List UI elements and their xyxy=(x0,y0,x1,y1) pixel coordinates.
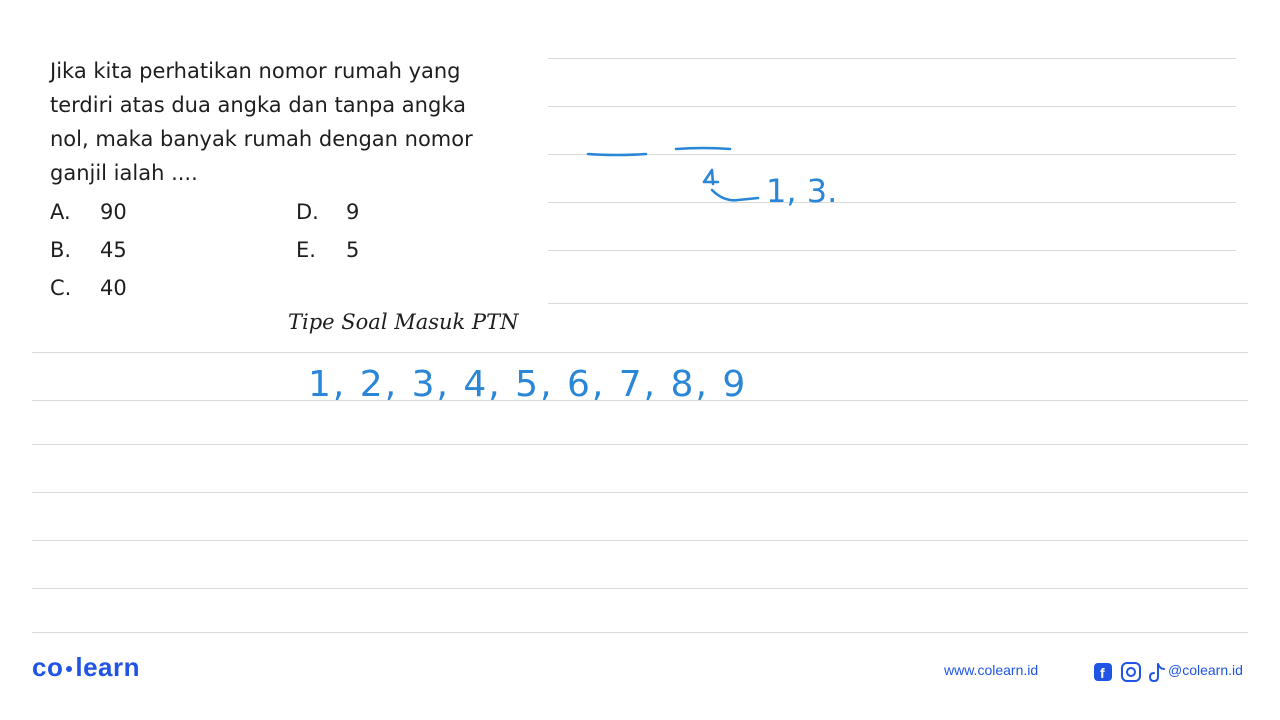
option-value: 40 xyxy=(100,276,127,300)
hand-arrow xyxy=(712,190,758,200)
instagram-icon[interactable] xyxy=(1122,663,1140,681)
option-value: 9 xyxy=(346,200,360,224)
question-line: nol, maka banyak rumah dengan nomor xyxy=(50,127,473,151)
svg-text:f: f xyxy=(1100,665,1105,681)
option-value: 90 xyxy=(100,200,127,224)
question-line: ganjil ialah .... xyxy=(50,161,198,185)
question-line: terdiri atas dua angka dan tanpa angka xyxy=(50,93,466,117)
website-link[interactable]: www.colearn.id xyxy=(944,662,1039,678)
option-value: 5 xyxy=(346,238,360,262)
option-letter: D. xyxy=(296,200,319,224)
question-type-label: Tipe Soal Masuk PTN xyxy=(288,310,519,334)
hand-digit-4 xyxy=(704,170,718,184)
option-letter: B. xyxy=(50,238,72,262)
blank-underline xyxy=(588,154,646,155)
blank-underline xyxy=(676,148,730,149)
facebook-icon[interactable] xyxy=(1094,663,1112,681)
social-handle[interactable]: @colearn.id xyxy=(1168,662,1243,678)
question-line: Jika kita perhatikan nomor rumah yang xyxy=(50,59,461,83)
logo-right: learn xyxy=(75,652,140,682)
option-letter: A. xyxy=(50,200,71,224)
colearn-logo xyxy=(32,652,140,683)
logo-left: co xyxy=(32,652,64,682)
hand-digits: 1, 2, 3, 4, 5, 6, 7, 8, 9 xyxy=(308,364,748,405)
logo-dot xyxy=(66,666,72,672)
hand-top-note: 1, 3. xyxy=(766,172,838,210)
option-letter: E. xyxy=(296,238,316,262)
option-letter: C. xyxy=(50,276,72,300)
option-value: 45 xyxy=(100,238,127,262)
tiktok-icon[interactable] xyxy=(1150,664,1164,681)
